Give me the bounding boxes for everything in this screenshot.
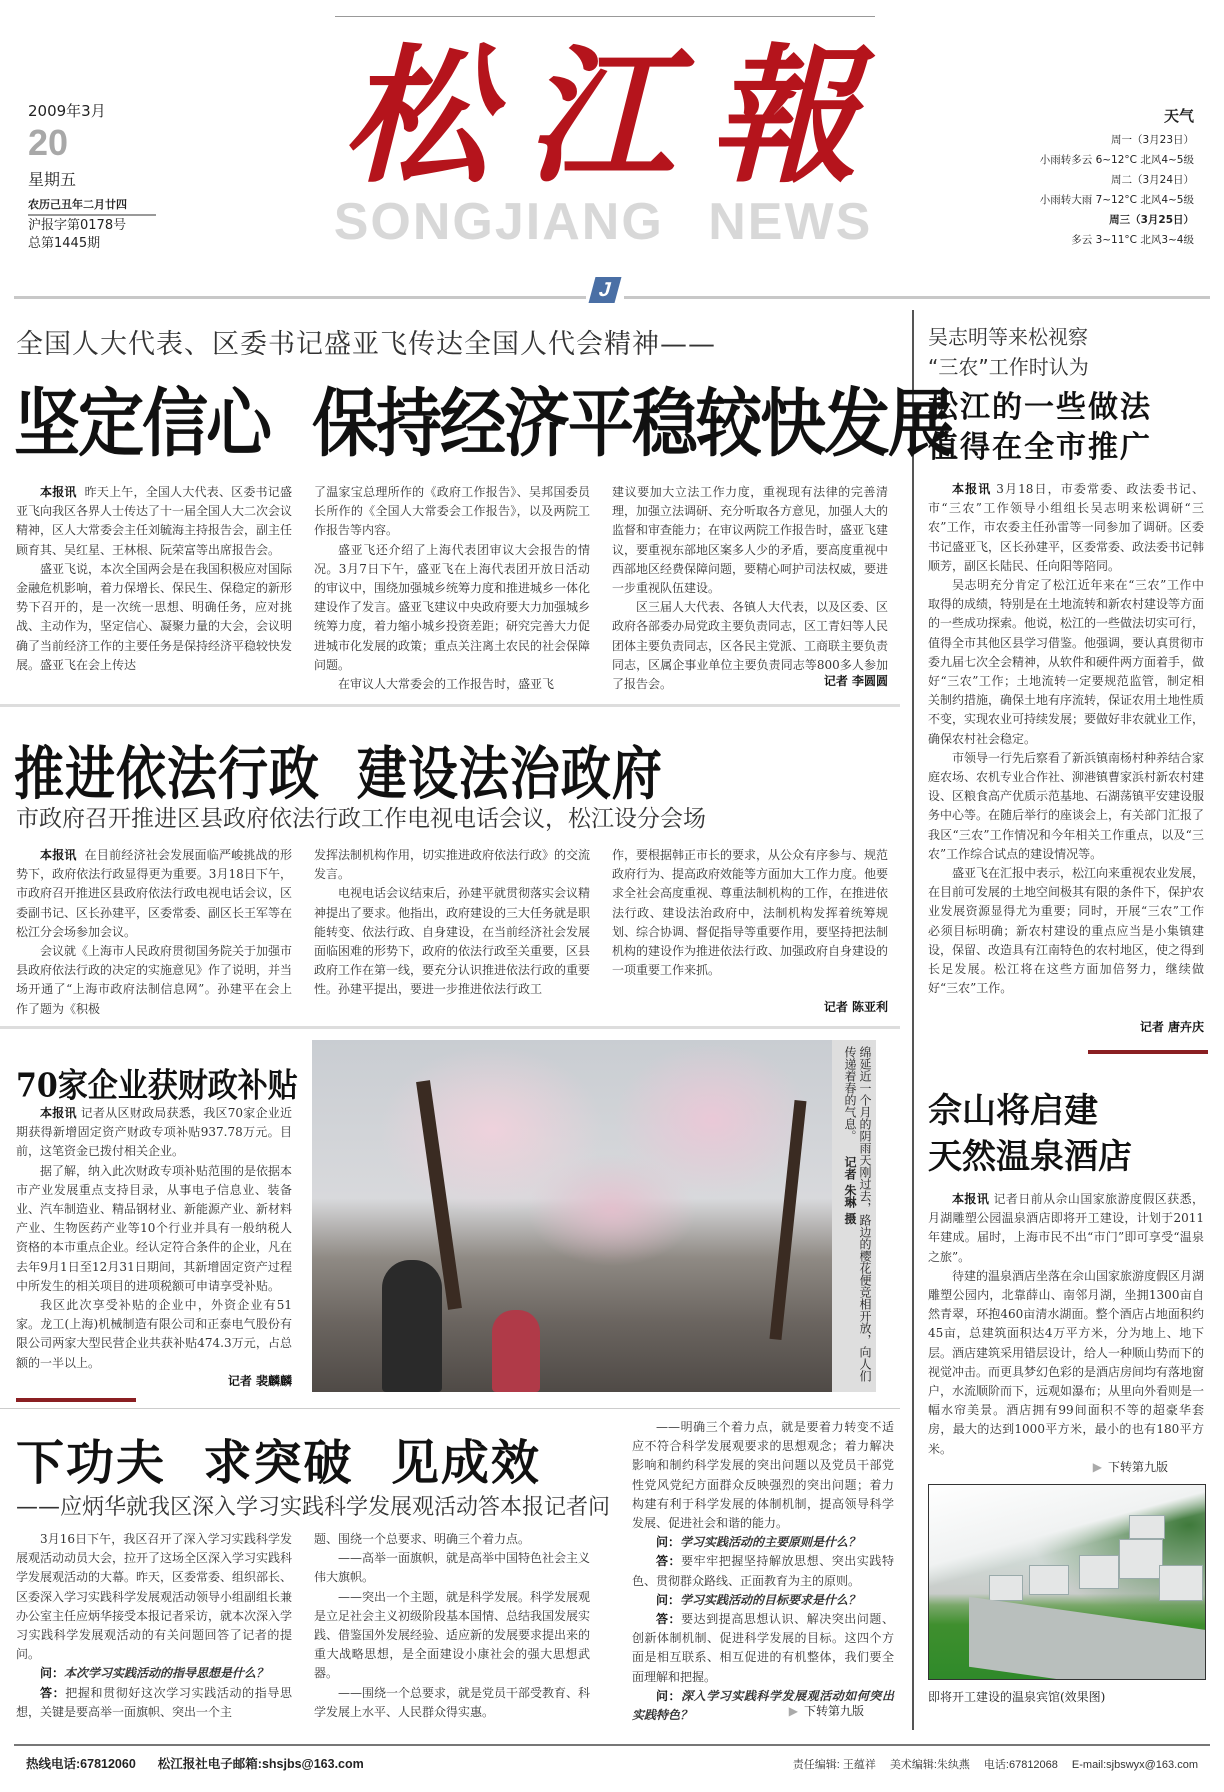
weather-forecast: 多云 3~11°C 北风3~4级 bbox=[1071, 234, 1194, 246]
hotel-photo-caption: 即将开工建设的温泉宾馆(效果图) bbox=[928, 1690, 1106, 1704]
paragraph-text: 记者从区财政局获悉，我区70家企业近期获得新增固定资产财政专项补贴937.78万元。目前，这笔资金已拨付相关企业。 bbox=[16, 1106, 292, 1159]
date-day: 20 bbox=[28, 122, 69, 163]
interview-column-1 bbox=[16, 1530, 292, 1722]
weather-title: 天气 bbox=[1163, 107, 1194, 125]
photo-building bbox=[1129, 1515, 1165, 1539]
paragraph: ——突出一个主题，就是科学发展。科学发展观是立足社会主义初级阶段基本国情、总结我国发展实践、借鉴国外发展经验、适应新的发展要求提出来的重大战略思想，是全面建设小康社会的强大思想武器。 bbox=[314, 1589, 591, 1681]
sidebar-body bbox=[928, 480, 1204, 998]
rule-of-law-column-1 bbox=[16, 846, 292, 1019]
paragraph bbox=[16, 846, 292, 942]
column-divider bbox=[912, 310, 914, 1730]
kicker-line: “三农”工作时认为 bbox=[928, 355, 1089, 379]
title-char: 江 bbox=[525, 29, 684, 203]
subsidy-byline: 记者 裴麟麟 bbox=[227, 1374, 292, 1388]
weather-forecast: 小雨转多云 6~12°C 北风4~5级 bbox=[1039, 154, 1194, 166]
paragraph: ——明确三个着力点，就是要着力转变不适应不符合科学发展观要求的思想观念；着力解决影响和制约科学发展的突出问题以及党员干部党性党风党纪方面群众反映强烈的突出问题；着力构建有利于科学发展的体制机制，提高领导科学发展、促进社会和谐的能力。 bbox=[632, 1420, 894, 1531]
section-divider bbox=[0, 1408, 900, 1409]
paragraph: 电视电话会议结束后，孙建平就贯彻落实会议精神提出了要求。他指出，政府建设的三大任务就是职能转变、依法行政、自身建设，在当前经济社会发展面临困难的形势下，政府的依法行政至关重要，区县政府工作在第一线，要充分认识推进依法行政的重要性。孙建平提出，要进一步推进依法行政工 bbox=[314, 886, 591, 997]
question-label: 问： bbox=[656, 1688, 682, 1703]
paragraph-text: 在目前经济社会发展面临严峻挑战的形势下，政府依法行政显得更为重要。3月18日下午，市政府召开推进区县政府依法行政电视电话会议，区委副书记、区长孙建平，区委常委、副区长王军等在松江分会场参加会议。 bbox=[16, 848, 293, 939]
headline-line: 天然温泉酒店 bbox=[928, 1137, 1132, 1177]
paragraph bbox=[928, 1190, 1204, 1267]
answer-label: 答： bbox=[40, 1685, 66, 1700]
paragraph: 市领导一行先后察看了新浜镇南杨村种养结合家庭农场、农机专业合作社、泖港镇曹家浜村新农村建设、区粮食高产优质示范基地、石湖荡镇平安建设服务中心等。在随后举行的座谈会上，有关部门汇报了我区“三农”工作情况和今年相关工作重点，以及“三农”工作综合试点的建设情况等。 bbox=[928, 750, 1205, 861]
dateline: 本报讯 bbox=[40, 1106, 77, 1120]
title-char: 松 bbox=[342, 29, 501, 203]
newspaper-title-en: SONGJIANG NEWS bbox=[333, 193, 873, 251]
question-label: 问： bbox=[656, 1592, 681, 1607]
dateline: 本报讯 bbox=[952, 482, 992, 496]
lead-byline: 记者 李圆圆 bbox=[823, 674, 888, 688]
headline-line: 松江的一些做法 bbox=[928, 390, 1152, 425]
sidebar-headline bbox=[928, 388, 1152, 468]
paragraph bbox=[928, 480, 1204, 576]
interview-subhead: ——应炳华就我区深入学习实践科学发展观活动答本报记者问 bbox=[16, 1495, 611, 1520]
footer-credits bbox=[793, 1756, 1198, 1772]
answer bbox=[632, 1610, 894, 1687]
interview-headline: 下功夫 求突破 见成效 bbox=[16, 1435, 541, 1491]
dateline: 本报讯 bbox=[952, 1192, 990, 1206]
rule-of-law-byline: 记者 陈亚利 bbox=[823, 1000, 888, 1014]
paragraph: ——围绕一个总要求，就是党员干部受教育、科学发展上水平、人民群众得实惠。 bbox=[314, 1685, 591, 1719]
photo-caption bbox=[832, 1040, 876, 1392]
cherry-blossom-photo bbox=[312, 1040, 832, 1392]
paragraph: 盛亚飞说，本次全国两会是在我国积极应对国际金融危机影响，着力保增长、保民生、保稳定的新形势下召开的，是一次统一思想、明确任务，应对挑战、主动作为，坚定信心、凝聚力量的大会，会议明确了当前经济工作的主要任务是保持经济平稳较快发展。盛亚飞在会上传达 bbox=[16, 561, 293, 672]
photo-building bbox=[1159, 1565, 1203, 1601]
answer bbox=[16, 1684, 292, 1722]
paragraph: 建议要加大立法工作力度，重视现有法律的完善清理，加强立法调研、充分听取各方意见，加强人大的监督和审查能力；在审议两院工作报告时，盛亚飞建议，要重视东部地区案多人少的矛盾，要高度重视中西部地区经费保障问题，要精心呵护司法权威，要进一步重视队伍建设。 bbox=[612, 485, 889, 596]
qa-text: 本次学习实践活动的指导思想是什么？ bbox=[64, 1666, 269, 1681]
paragraph: 发挥法制机构作用，切实推进政府依法行政》的交流发言。 bbox=[314, 848, 591, 882]
hotspring-headline bbox=[928, 1088, 1132, 1180]
chief-editor: 责任编辑: 王蕴祥 bbox=[792, 1759, 876, 1771]
paragraph: 会议就《上海市人民政府贯彻国务院关于加强市县政府依法行政的决定的实施意见》作了说明，并当场开通了“上海市政府法制信息网”。孙建平在会上作了题为《积极 bbox=[16, 944, 293, 1016]
paragraph: 作，要根据韩正市长的要求，从公众有序参与、规范政府行为、提高政府效能等方面加大工作力度。他要求全社会高度重视、尊重法制机构的工作，在推进依法行政、建设法治政府中，法制机构发挥着统筹规划、综合协调、督促指导等重要作用，要坚持把法制机构的建设作为推进依法行政、加强政府自身建设的一项重要工作来抓。 bbox=[612, 848, 889, 978]
qa-text: 把握和贯彻好这次学习实践活动的指导思想，关键是要高举一面旗帜、突出一个主 bbox=[16, 1685, 292, 1719]
lead-kicker: 全国人大代表、区委书记盛亚飞传达全国人代会精神—— bbox=[16, 329, 716, 360]
photo-tree bbox=[769, 1100, 806, 1340]
paragraph bbox=[16, 1104, 292, 1162]
photo-building bbox=[1029, 1565, 1069, 1595]
newspaper-title-cn bbox=[330, 20, 880, 203]
hotspring-body bbox=[928, 1190, 1204, 1459]
hotel-rendering-photo bbox=[928, 1484, 1206, 1680]
sidebar-byline: 记者 唐卉庆 bbox=[1139, 1020, 1204, 1034]
accent-bar bbox=[16, 1398, 136, 1402]
photo-child bbox=[492, 1310, 540, 1392]
qa-text: 要达到提高思想认识、解决突出问题、创新体制机制、促进科学发展的目标。这四个方面是相互联系、相互促进的有机整体，我们要全面理解和把握。 bbox=[632, 1612, 894, 1684]
paragraph: 盛亚飞在汇报中表示，松江向来重视农业发展，在目前可发展的土地空间极其有限的条件下，保护农业发展资源显得尤为重要；同时，开展“三农”工作必须目标明确；新农村建设的重点应当是小集镇建设，保留、改造具有江南特色的农村地区，使之得到长足发展。松江将在这些方面加倍努力，继续做好“三农”工作。 bbox=[928, 866, 1205, 996]
question bbox=[16, 1664, 292, 1683]
weather-day: 周一（3月23日） bbox=[1110, 134, 1194, 146]
rule-of-law-column-2 bbox=[314, 846, 590, 1000]
lead-column-3 bbox=[612, 483, 888, 694]
photo-river bbox=[969, 1597, 1206, 1680]
footer-contact bbox=[26, 1754, 364, 1772]
paragraph: 待建的温泉酒店坐落在佘山国家旅游度假区月湖雕塑公园内，北靠薛山、南邻月湖，坐拥1300亩自然青翠，环抱460亩清水湖面。整个酒店占地面积约45亩，总建筑面积达4万平方米，分为地上、地下层。酒店建筑采用错层设计，给人一种顺山势而下的视觉冲击。而更具梦幻色彩的是酒店房间均有落地窗户，水流顺阶而下，远观如瀑布；从里向外看则是一幅水帘美景。酒店拥有99间面积不等的超豪华套房，最大的达到1000平方米，最小的也有180平方米。 bbox=[928, 1268, 1205, 1456]
weather-forecast: 小雨转大雨 7~12°C 北风4~5级 bbox=[1039, 194, 1194, 206]
paragraph: 据了解，纳入此次财政专项补贴范围的是依据本市产业发展重点支持目录，从事电子信息业、装备业、汽车制造业、精品钢材业、新能源产业、新材料产业、生物医药产业等10个行业并具有一般纳税人资格的本市重点企业。经认定符合条件的企业，凡在去年9月1日至12月31日期间，其新增固定资产过程中所发生的相关项目的进项税额可申请享受补贴。 bbox=[16, 1163, 293, 1293]
title-char: 報 bbox=[709, 29, 868, 203]
paragraph: 吴志明充分肯定了松江近年来在“三农”工作中取得的成绩，特别是在土地流转和新农村建设等方面的一些成功探索。他说，松江的一些做法切实可行，值得全市其他区县学习借鉴。他强调，要认真贯彻市委九届七次全会精神，从软件和硬件两方面着手，做好“三农”工作；土地流转一定要规范监管，制定相关制约措施，确保土地有序流转，保证农用土地性质不变，实现农业可持续发展；要做好非农就业工作，确保农村社会稳定。 bbox=[928, 578, 1205, 746]
question bbox=[632, 1591, 894, 1610]
answer-label: 答： bbox=[656, 1554, 682, 1569]
interview-column-3 bbox=[632, 1418, 894, 1725]
paragraph-text: 昨天上午，全国人大代表、区委书记盛亚飞向我区各界人士传达了十一届全国人大二次会议精神，区人大常委会主任刘毓海主持报告会，副主任顾育其、吴红星、王林根、阮荣富等出席报告会。 bbox=[16, 485, 293, 557]
paragraph-text: 3月18日，市委常委、政法委书记、市“三农”工作领导小组组长吴志明来松调研“三农”工作，市农委主任孙雷等一同参加了调研。区委书记盛亚飞，区长孙建平，区委常委、政法委书记韩顺芳，副区长陆民、任向阳等陪同。 bbox=[928, 482, 1205, 573]
weather-box bbox=[974, 104, 1194, 250]
dateline: 本报讯 bbox=[40, 848, 77, 862]
footer-divider bbox=[14, 1744, 1210, 1746]
newsroom-email: 松江报社电子邮箱:shsjbs@163.com bbox=[157, 1757, 364, 1771]
continue-text: 下转第九版 bbox=[1107, 1460, 1168, 1474]
headline-line: 值得在全市推广 bbox=[928, 430, 1152, 465]
headline-line: 佘山将启建 bbox=[928, 1091, 1098, 1131]
interview-column-2 bbox=[314, 1530, 590, 1722]
rule-of-law-headline: 推进依法行政 建设法治政府 bbox=[14, 739, 663, 808]
editor-email: E-mail:sjbswyx@163.com bbox=[1071, 1759, 1198, 1771]
section-divider bbox=[0, 704, 900, 707]
photo-building bbox=[1079, 1555, 1119, 1589]
editor-phone: 电话:67812068 bbox=[983, 1759, 1058, 1771]
rule-of-law-subhead: 市政府召开推进区县政府依法行政工作电视电话会议，松江设分会场 bbox=[16, 806, 706, 832]
paragraph: 3月16日下午，我区召开了深入学习实践科学发展观活动动员大会，拉开了这场全区深入学习实践科学发展观活动的大幕。昨天，区委常委、组织部长、区委深入学习实践科学发展观活动领导小组副组长兼办公室主任应炳华接受本报记者采访，就本次深入学习实践科学发展观活动的有关问题回答了记者的提问。 bbox=[16, 1532, 293, 1662]
photo-building bbox=[989, 1575, 1023, 1601]
issue-number: 总第1445期 bbox=[28, 236, 101, 251]
paragraph: 盛亚飞还介绍了上海代表团审议大会报告的情况。3月7日下午，盛亚飞在上海代表团开放日活动的审议中，围绕加强城乡统筹力度和推进城乡一体化建设作了发言。盛亚飞建议中央政府要大力加强城乡统筹力度，着力缩小城乡投资差距；研究完善大力促进城市化发展的政策；重点关注离土农民的社会保障问题。 bbox=[314, 542, 591, 672]
answer bbox=[632, 1552, 894, 1590]
continue-text: 下转第九版 bbox=[803, 1704, 864, 1718]
play-triangle-icon: ▶ bbox=[1092, 1460, 1102, 1474]
weather-day: 周三（3月25日） bbox=[1109, 214, 1194, 226]
question-label: 问： bbox=[656, 1535, 681, 1550]
subsidy-headline: 70家企业获财政补贴 bbox=[16, 1066, 298, 1106]
weather-day: 周二（3月24日） bbox=[1110, 174, 1194, 186]
subsidy-body bbox=[16, 1104, 292, 1373]
question bbox=[632, 1533, 894, 1552]
newspaper-logo-icon: J bbox=[586, 274, 624, 306]
photo-credit: 记者 朱琳 摄 bbox=[843, 1155, 857, 1225]
section-divider bbox=[0, 1026, 900, 1029]
paragraph bbox=[16, 483, 292, 560]
qa-text: 要牢牢把握坚持解放思想、突出实践特色、贯彻群众路线、正面教育为主的原则。 bbox=[632, 1554, 894, 1588]
lead-column-2 bbox=[314, 483, 590, 694]
continue-link[interactable] bbox=[928, 1458, 1168, 1475]
photo-building bbox=[1119, 1539, 1163, 1579]
kicker-line: 吴志明等来松视察 bbox=[928, 325, 1088, 349]
paragraph: 我区此次享受补贴的企业中，外资企业有51家。龙工(上海)机械制造有限公司和正泰电气股份有限公司两家大型民营企业共获补贴474.3万元，占总额的一半以上。 bbox=[16, 1298, 292, 1370]
sidebar-kicker bbox=[928, 322, 1089, 382]
lead-headline: 坚定信心 保持经济平稳较快发展 bbox=[14, 380, 952, 468]
rule-of-law-column-3 bbox=[612, 846, 888, 980]
question-label: 问： bbox=[40, 1666, 65, 1681]
answer-label: 答： bbox=[656, 1612, 682, 1627]
dateline: 本报讯 bbox=[40, 485, 77, 499]
qa-text: 学习实践活动的目标要求是什么？ bbox=[680, 1592, 861, 1607]
accent-bar bbox=[1088, 1050, 1208, 1054]
lead-column-1 bbox=[16, 483, 292, 675]
photo-person bbox=[382, 1260, 442, 1392]
paragraph: 在审议人大常委会的工作报告时，盛亚飞 bbox=[338, 677, 555, 692]
date-block bbox=[28, 100, 158, 252]
continue-link[interactable] bbox=[632, 1702, 864, 1719]
registration-number: 沪报字第0178号 bbox=[28, 218, 127, 233]
play-triangle-icon: ▶ bbox=[788, 1704, 798, 1718]
hotline: 热线电话:67812060 bbox=[26, 1757, 136, 1771]
date-year-month: 2009年3月 bbox=[28, 102, 106, 120]
paragraph: ——高举一面旗帜，就是高举中国特色社会主义伟大旗帜。 bbox=[314, 1551, 591, 1585]
paragraph-text: 记者日前从佘山国家旅游度假区获悉，月湖雕塑公园温泉酒店即将开工建设，计划于2011年建成。届时，上海市民不出“市门”即可享受“温泉之旅”。 bbox=[928, 1192, 1204, 1264]
art-editor: 美术编辑:朱纨燕 bbox=[889, 1759, 970, 1771]
paragraph: 了温家宝总理所作的《政府工作报告》、吴邦国委员长所作的《全国人大常委会工作报告》，以及两院工作报告等内容。 bbox=[314, 485, 590, 538]
photo-caption-text: 绵延近一个月的阴雨天刚过去，路边的樱花便竞相开放，向人们传递着春的气息。 bbox=[843, 1046, 872, 1382]
date-weekday: 星期五 bbox=[28, 170, 77, 189]
paragraph: 区三届人大代表、各镇人大代表，以及区委、区政府各部委办局党政主要负责同志，区工青妇等人民团体主要负责同志，区各民主党派、工商联主要负责同志，区属企事业单位主要负责同志等800多人参加了报告会。 bbox=[612, 600, 889, 692]
lunar-date: 农历己丑年二月廿四 bbox=[28, 196, 156, 216]
qa-text: 学习实践活动的主要原则是什么？ bbox=[680, 1535, 861, 1550]
qa-text: 深入学习实践科学发展观活动如何突出实践特色？ bbox=[632, 1688, 894, 1723]
paragraph: 题、围绕一个总要求、明确三个着力点。 bbox=[314, 1532, 531, 1546]
